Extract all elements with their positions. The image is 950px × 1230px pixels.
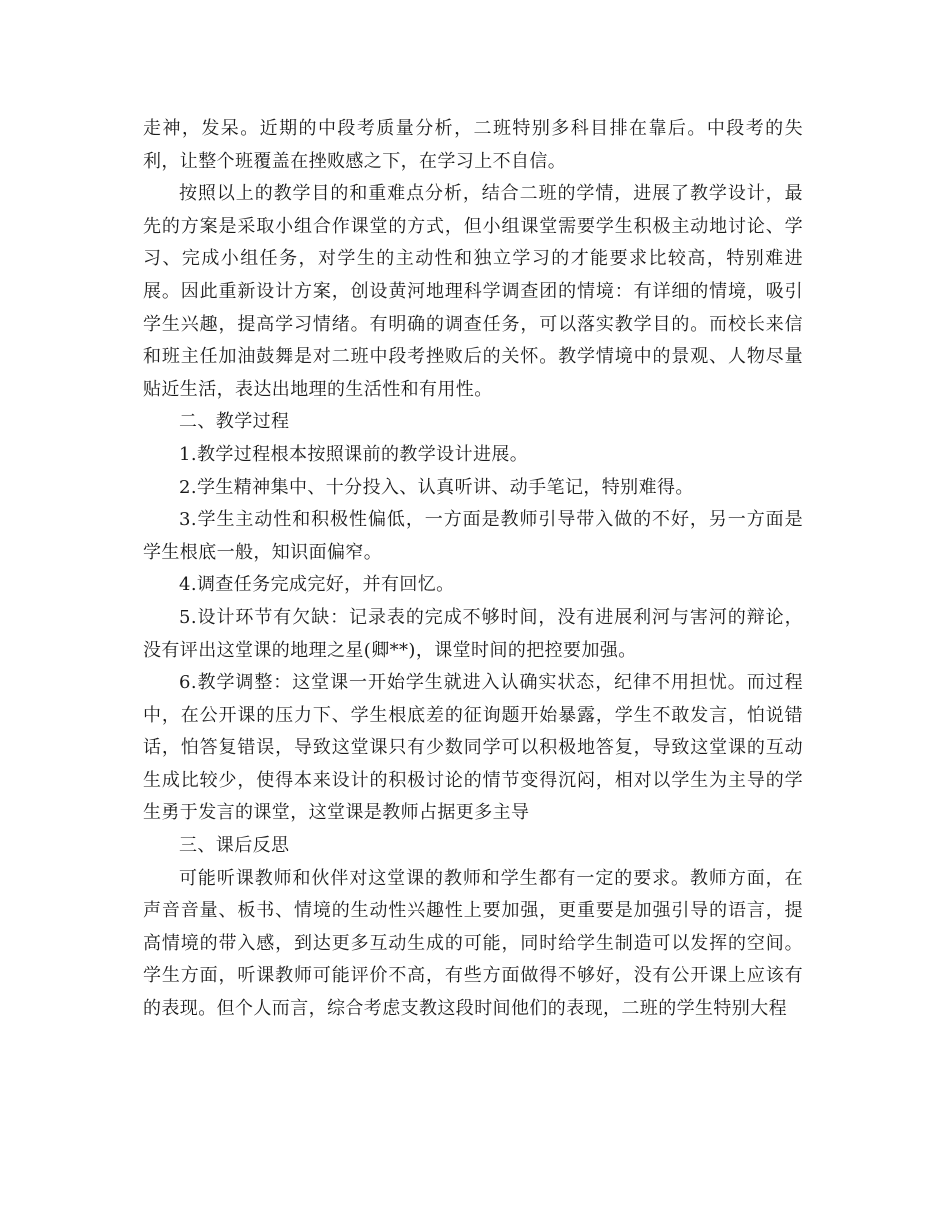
list-item-1: 1.教学过程根本按照课前的教学设计进展。	[179, 443, 529, 465]
paragraph-2: 按照以上的教学目的和重难点分析，结合二班的学情，进展了教学设计，最先的方案是采取小组合作课堂的方式，但小组课堂需要学生积极主动地讨论、学习、完成小组任务，对学生的主动性和独立学习的才能要求比较高，特别难进展。因此重新设计方案，创设黄河地理科学调查团的情境：有详细的情境，吸引学生兴趣，提高学习情绪。有明确的调查任务，可以落实教学目的。而校长来信和班主任加油鼓舞是对二班中段考挫败后的关怀。教学情境中的景观、人物尽量贴近生活，表达出地理的生活性和有用性。	[143, 183, 803, 400]
list-item-2: 2.学生精神集中、十分投入、认真听讲、动手笔记，特别难得。	[179, 476, 694, 498]
section-heading-reflection: 三、课后反思	[179, 835, 290, 857]
list-item-6: 6.教学调整：这堂课一开始学生就进入认确实状态，纪律不用担忧。而过程中，在公开课的压力下、学生根底差的征询题开始暴露，学生不敢发言，怕说错话，怕答复错误，导致这堂课只有少数同学可以积极地答复，导致这堂课的互动生成比较少，使得本来设计的积极讨论的情节变得沉闷，相对以学生为主导的学生勇于发言的课堂，这堂课是教师占据更多主导	[143, 672, 803, 824]
document-body	[143, 113, 803, 1026]
paragraph-reflection: 可能听课教师和伙伴对这堂课的教师和学生都有一定的要求。教师方面，在声音音量、板书、情境的生动性兴趣性上要加强，更重要是加强引导的语言，提高情境的带入感，到达更多互动生成的可能，同时给学生制造可以发挥的空间。学生方面，听课教师可能评价不高，有些方面做得不够好，没有公开课上应该有的表现。但个人而言，综合考虑支教这段时间他们的表现，二班的学生特别大程	[143, 867, 803, 1020]
section-heading-teaching-process: 二、教学过程	[179, 411, 290, 433]
list-item-3: 3.学生主动性和积极性偏低，一方面是教师引导带入做的不好，另一方面是学生根底一般，知识面偏窄。	[143, 509, 803, 563]
list-item-4: 4.调查任务完成完好，并有回忆。	[179, 574, 455, 596]
list-item-5: 5.设计环节有欠缺：记录表的完成不够时间，没有进展利河与害河的辩论，没有评出这堂课的地理之星(卿**)，课堂时间的把控要加强。	[143, 606, 803, 661]
paragraph-1: 走神，发呆。近期的中段考质量分析，二班特别多科目排在靠后。中段考的失利，让整个班覆盖在挫败感之下，在学习上不自信。	[143, 118, 803, 172]
